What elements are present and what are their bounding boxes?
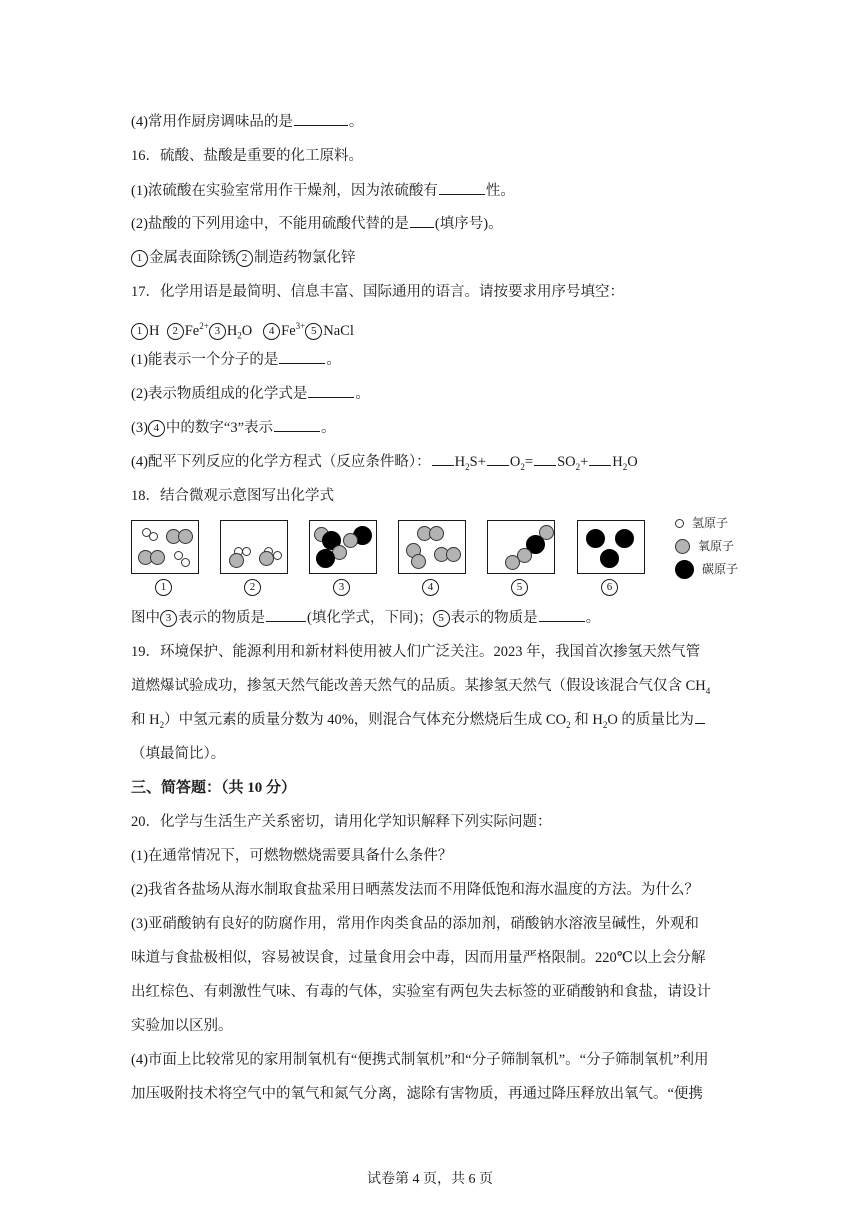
q20-1: (1)在通常情况下，可燃物燃烧需要具备什么条件？ xyxy=(131,848,453,864)
carbon-atom xyxy=(600,549,619,568)
legend-carbon: 碳原子 xyxy=(675,560,738,579)
legend-oxygen: 氧原子 xyxy=(675,537,734,554)
diagram-label-4: 4 xyxy=(398,578,464,596)
diagram-label-1: 1 xyxy=(131,578,197,596)
q19-line-1: 19．环境保护、能源利用和新材料使用被人们广泛关注。2023 年，我国首次掺氢天然气管 xyxy=(131,644,701,660)
diagram-box-4 xyxy=(398,520,466,574)
diagram-box-6 xyxy=(577,520,645,574)
q20-3-line-2: 味道与食盐极相似，容易被误食，过量食用会中毒，因而用量严格限制。220℃以上会分解 xyxy=(131,950,706,966)
oxygen-atom xyxy=(429,526,444,541)
oxygen-atom xyxy=(229,553,244,568)
diagram-box-5 xyxy=(487,520,555,574)
carbon-atom xyxy=(316,549,335,568)
hydrogen-atom xyxy=(181,558,190,567)
carbon-atom xyxy=(586,529,605,548)
q19-line-4: （填最简比）。 xyxy=(131,746,226,762)
q17-4-line: (4)配平下列反应的化学方程式（反应条件略）： $H_2S+ O_2= SO_2+ H_2O$ xyxy=(131,451,638,478)
oxygen-atom-icon xyxy=(675,539,690,554)
carbon-atom xyxy=(615,529,634,548)
oxygen-atom xyxy=(259,551,274,566)
answer-blank xyxy=(308,383,354,398)
diagram-box-3 xyxy=(309,520,377,574)
hydrogen-atom-icon xyxy=(675,519,684,528)
diagram-label-2: 2 xyxy=(220,578,286,596)
oxygen-atom xyxy=(343,533,358,548)
answer-blank xyxy=(294,111,348,126)
answer-blank xyxy=(534,451,556,466)
q16-stem: 16．硫酸、盐酸是重要的化工原料。 xyxy=(131,148,363,164)
answer-blank xyxy=(539,607,585,622)
q18-stem: 18．结合微观示意图写出化学式 xyxy=(131,488,334,504)
hydrogen-atom xyxy=(242,547,251,556)
answer-blank xyxy=(410,213,434,228)
diagram-box-1 xyxy=(131,520,199,574)
diagram-label-5: 5 xyxy=(487,578,553,596)
q17-options: 1 H 2 $Fe^{2+}$ 3 $H_2O$ 4 $Fe^{3+}$ 5 NaCl xyxy=(131,315,354,347)
q20-stem: 20．化学与生活生产关系密切，请用化学知识解释下列实际问题： xyxy=(131,814,552,830)
q20-3-line-1: (3)亚硝酸钠有良好的防腐作用，常用作肉类食品的添加剂，硝酸钠水溶液呈碱性，外观和 xyxy=(131,916,699,932)
q17-3-line: (3) 4 中的数字“3”表示 。 xyxy=(131,417,336,439)
q16-2-line: (2)盐酸的下列用途中，不能用硫酸代替的是 (填序号)。 xyxy=(131,213,503,235)
legend-hydrogen: 氢原子 xyxy=(675,514,728,531)
answer-blank xyxy=(439,180,485,195)
answer-blank xyxy=(487,451,509,466)
answer-blank xyxy=(274,417,320,432)
q20-4-line-2: 加压吸附技术将空气中的氧气和氮气分离，滤除有害物质，再通过降压释放出氧气。“便携 xyxy=(131,1086,703,1102)
hydrogen-atom xyxy=(149,532,158,541)
oxygen-atom xyxy=(178,529,193,544)
oxygen-atom xyxy=(505,555,520,570)
q18-answer-line: 图中 3 表示的物质是 (填化学式，下同)； 5 表示的物质是 。 xyxy=(131,607,600,629)
answer-blank xyxy=(279,349,325,364)
carbon-atom-icon xyxy=(675,560,694,579)
answer-blank xyxy=(266,607,306,622)
q16-1-line: (1)浓硫酸在实验室常用作干燥剂，因为浓硫酸有 性。 xyxy=(131,180,515,202)
oxygen-atom xyxy=(446,547,461,562)
diagram-box-2 xyxy=(220,520,288,574)
oxygen-atom xyxy=(150,550,165,565)
q17-stem: 17．化学用语是最简明、信息丰富、国际通用的语言。请按要求用序号填空： xyxy=(131,284,624,300)
answer-blank xyxy=(589,451,611,466)
answer-blank xyxy=(695,709,705,724)
q15-4-line: (4)常用作厨房调味品的是 。 xyxy=(131,111,363,133)
page-footer: 试卷第 4 页，共 6 页 xyxy=(367,1172,493,1187)
q19-line-2: 道燃爆试验成功，掺氢天然气能改善天然气的品质。某掺氢天然气（假设该混合气仅含 $CH_4$ xyxy=(131,678,711,696)
section-3-heading: 三、简答题：（共 10 分） xyxy=(131,780,297,796)
diagram-label-3: 3 xyxy=(309,578,375,596)
q17-1-line: (1)能表示一个分子的是 。 xyxy=(131,349,341,371)
diagram-label-6: 6 xyxy=(577,578,643,596)
q20-2: (2)我省各盐场从海水制取食盐采用日晒蒸发法而不用降低饱和海水温度的方法。为什么？ xyxy=(131,882,699,898)
oxygen-atom xyxy=(411,554,426,569)
q20-3-line-3: 出红棕色、有刺激性气味、有毒的气体，实验室有两包失去标签的亚硝酸钠和食盐，请设计 xyxy=(131,984,711,1000)
hydrogen-atom xyxy=(273,551,282,560)
q19-line-3: 和 $H_2$）中氢元素的质量分数为 40%，则混合气体充分燃烧后生成 $CO_2$ 和 $H_2O$ 的质量比为 xyxy=(131,709,706,736)
q20-3-line-4: 实验加以区别。 xyxy=(131,1018,233,1034)
q17-2-line: (2)表示物质组成的化学式是 。 xyxy=(131,383,370,405)
answer-blank xyxy=(432,451,454,466)
q16-options: 1 金属表面除锈 2 制造药物氯化锌 xyxy=(131,247,356,269)
q20-4-line-1: (4)市面上比较常见的家用制氧机有“便携式制氧机”和“分子筛制氧机”。“分子筛制氧机”利用 xyxy=(131,1052,709,1068)
